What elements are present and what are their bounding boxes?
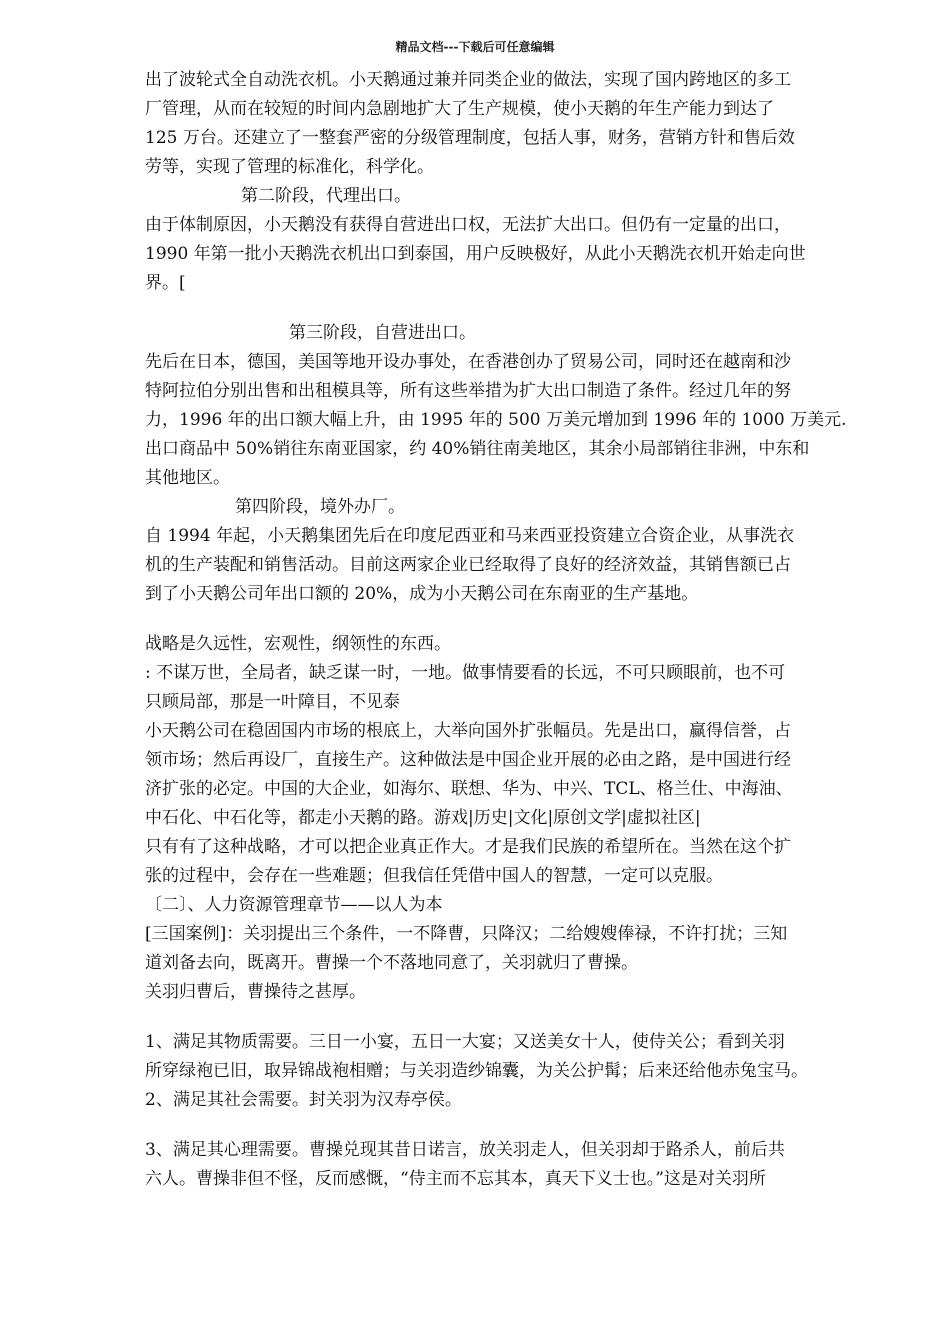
text-line: 战略是久远性，宏观性，纲领性的东西。: [145, 634, 451, 654]
text-line: 中石化、中石化等，都走小天鹅的路。游戏|历史|文化|原创文学|虚拟社区|: [145, 808, 701, 828]
text-line: 厂管理，从而在较短的时间内急剧地扩大了生产规模，使小天鹅的年生产能力到达了: [145, 99, 774, 119]
text-line: 关羽归曹后，曹操待之甚厚。: [145, 982, 366, 1002]
paragraph-strategy: [145, 630, 890, 1007]
text-line: 张的过程中，会存在一些难题；但我信任凭借中国人的智慧，一定可以克服。: [145, 866, 723, 886]
text-line: 1990 年第一批小天鹅洗衣机出口到泰国，用户反映极好，从此小天鹅洗衣机开始走向世: [145, 244, 806, 264]
paragraph-psychological: [145, 1136, 890, 1194]
text-line: 只顾局部，那是一叶障目，不见泰: [145, 692, 400, 712]
section-heading: 〔二〕、人力资源管理章节——以人为本: [145, 895, 443, 915]
blank-line: [145, 1115, 890, 1136]
text-line: 由于体制原因，小天鹅没有获得自营进出口权，无法扩大出口。但仍有一定量的出口，: [145, 215, 791, 235]
blank-line: [145, 298, 890, 319]
paragraph-expansion: [145, 66, 890, 182]
stage-2-heading: 第二阶段，代理出口。: [241, 186, 411, 206]
text-line: 力，1996 年的出口额大幅上升，由 1995 年的 500 万美元增加到 1996 年的 1000 万美元.: [145, 410, 847, 430]
text-line: : 不谋万世，全局者，缺乏谋一时，一地。做事情要看的长远，不可只顾眼前，也不可: [145, 663, 786, 683]
text-line: 机的生产装配和销售活动。目前这两家企业已经取得了良好的经济效益，其销售额已占: [145, 555, 791, 575]
text-line: 劳等，实现了管理的标准化，科学化。: [145, 157, 434, 177]
paragraph-needs: [145, 1028, 890, 1115]
text-line: 领市场；然后再设厂，直接生产。这种做法是中国企业开展的必由之路，是中国进行经: [145, 750, 791, 770]
text-line: 道刘备去向，既离开。曹操一个不落地同意了，关羽就归了曹操。: [145, 953, 638, 973]
paragraph-stage-4: [145, 522, 890, 609]
text-line: 3、满足其心理需要。曹操兑现其昔日诺言，放关羽走人，但关羽却于路杀人，前后共: [145, 1140, 785, 1160]
text-line: 所穿绿袍已旧，取异锦战袍相赠；与关羽造纱锦囊，为关公护髯；后来还给他赤兔宝马。: [145, 1061, 808, 1081]
text-line: 济扩张的必定。中国的大企业，如海尔、联想、华为、中兴、TCL、格兰仕、中海油、: [145, 779, 793, 799]
stage-3-heading: 第三阶段，自营进出口。: [289, 323, 476, 343]
text-line: 出了波轮式全自动洗衣机。小天鹅通过兼并同类企业的做法，实现了国内跨地区的多工: [145, 70, 791, 90]
page-header: 精品文档---下载后可任意编辑: [395, 40, 555, 54]
text-line: 小天鹅公司在稳固国内市场的根底上，大举向国外扩张幅员。先是出口，赢得信誉，占: [145, 721, 791, 741]
text-line: 出口商品中 50%销往东南亚国家，约 40%销往南美地区，其余小局部销往非洲，中东和: [145, 439, 810, 459]
text-line: 125 万台。还建立了一整套严密的分级管理制度，包括人事，财务，营销方针和售后效: [145, 128, 795, 148]
text-line: 到了小天鹅公司年出口额的 20%，成为小天鹅公司在东南亚的生产基地。: [145, 584, 699, 604]
text-line: [三国案例]：关羽提出三个条件，一不降曹，只降汉；二给嫂嫂俸禄，不许打扰；三知: [145, 924, 788, 944]
text-line: 其他地区。: [145, 468, 230, 488]
paragraph-stage-3: [145, 348, 890, 493]
stage-4-heading: 第四阶段，境外办厂。: [235, 497, 405, 517]
text-line: 特阿拉伯分别出售和出租模具等，所有这些举措为扩大出口制造了条件。经过几年的努: [145, 381, 791, 401]
text-line: 六人。曹操非但不怪，反而感慨，“侍主而不忘其本，真天下义士也。”这是对关羽所: [145, 1169, 766, 1189]
blank-line: [145, 609, 890, 630]
text-line: 2、满足其社会需要。封关羽为汉寿亭侯。: [145, 1090, 462, 1110]
text-line: 1、满足其物质需要。三日一小宴，五日一大宴；又送美女十人，使侍关公；看到关羽: [145, 1032, 785, 1052]
text-line: 自 1994 年起，小天鹅集团先后在印度尼西亚和马来西亚投资建立合资企业，从事洗衣: [145, 526, 795, 546]
paragraph-stage-2: [145, 211, 890, 298]
text-line: 先后在日本，德国，美国等地开设办事处，在香港创办了贸易公司，同时还在越南和沙: [145, 352, 791, 372]
document-body: [145, 66, 890, 1194]
text-line: 只有有了这种战略，才可以把企业真正作大。才是我们民族的希望所在。当然在这个扩: [145, 837, 791, 857]
text-line: 界。[: [145, 273, 186, 293]
blank-line: [145, 1007, 890, 1028]
